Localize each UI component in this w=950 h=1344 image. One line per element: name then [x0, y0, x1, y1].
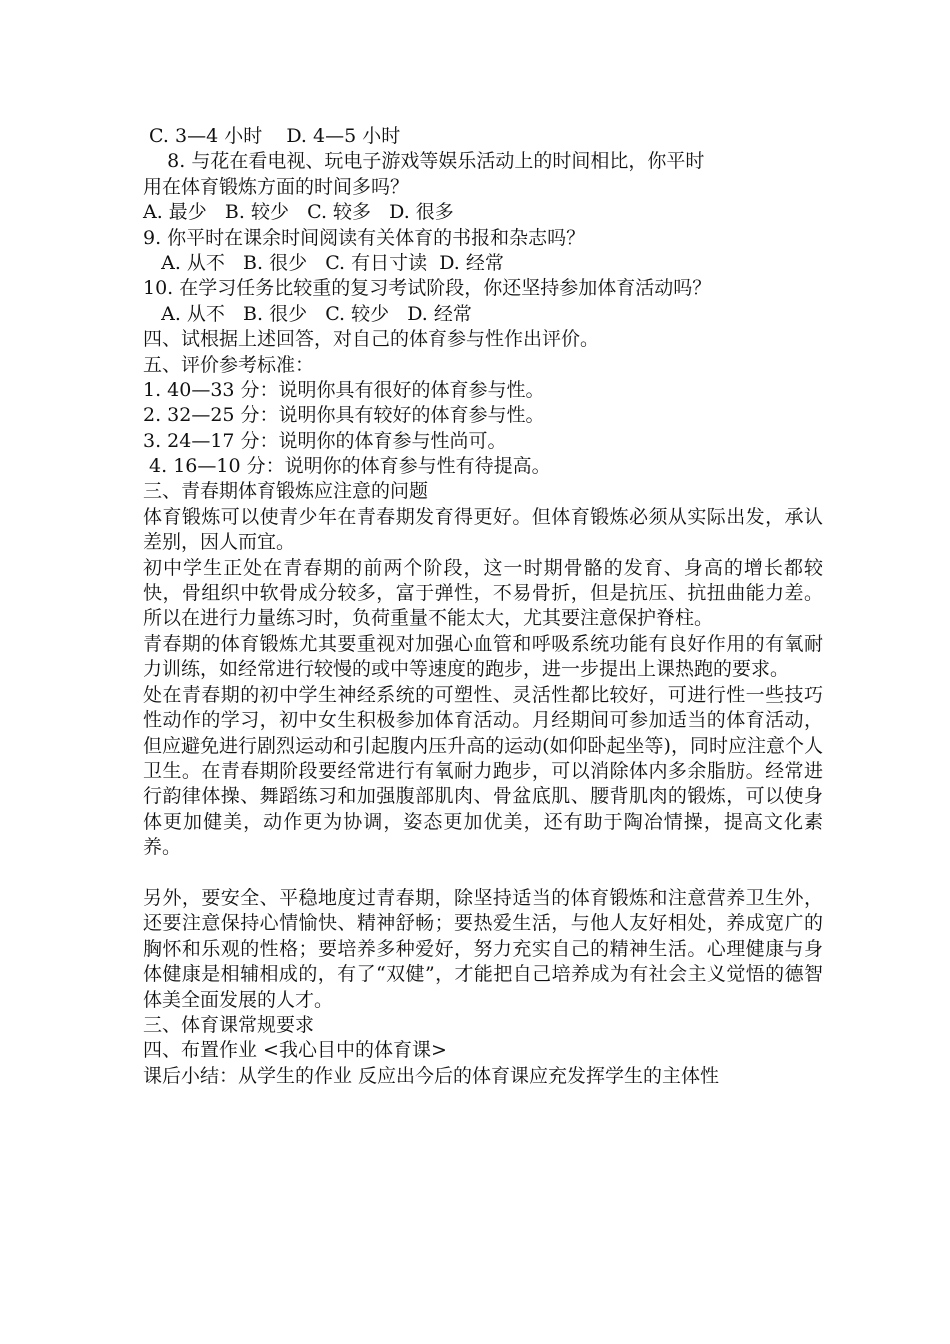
option-line: C. 3—4 小时 D. 4—5 小时: [143, 125, 401, 147]
section-heading-homework: 四、布置作业 <我心目中的体育课>: [143, 1039, 447, 1062]
document-body: [143, 124, 823, 1089]
section-heading-criteria: 五、评价参考标准：: [143, 353, 315, 376]
question-9: 9. 你平时在课余时间阅读有关体育的书报和杂志吗？: [143, 226, 586, 249]
criteria-item-1: 1. 40—33 分：说明你具有很好的体育参与性。: [143, 378, 545, 401]
section-heading-routine: 三、体育课常规要求: [143, 1013, 315, 1036]
section-heading-puberty: 三、青春期体育锻炼应注意的问题: [143, 480, 429, 503]
question-9-options: A. 从不 B. 很少 C. 有日寸读 D. 经常: [143, 251, 504, 274]
lesson-summary: 课后小结：从学生的作业 反应出今后的体育课应充发挥学生的主体性: [143, 1064, 720, 1087]
question-10-options: A. 从不 B. 很少 C. 较少 D. 经常: [143, 302, 472, 325]
paragraph-intro: 体育锻炼可以使青少年在青春期发育得更好。但体育锻炼必须从实际出发，承认差别，因人而宜。: [143, 505, 823, 554]
question-8: 8. 与花在看电视、玩电子游戏等娱乐活动上的时间相比，你平时: [143, 150, 705, 173]
paragraph-mental-health: 另外，要安全、平稳地度过青春期，除坚持适当的体育锻炼和注意营养卫生外，还要注意保持心情愉快、精神舒畅；要热爱生活，与他人友好相处，养成宽广的胸怀和乐观的性格；要培养多种爱好，努力充实自己的精神生活。心理健康与身体健康是相辅相成的，有了“双健”，才能把自己培养成为有社会主义觉悟的德智体美全面发展的人才。: [143, 886, 823, 1011]
section-heading-evaluate: 四、试根据上述回答，对自己的体育参与性作出评价。: [143, 328, 600, 351]
criteria-item-3: 3. 24—17 分：说明你的体育参与性尚可。: [143, 429, 507, 452]
question-8-options: A. 最少 B. 较少 C. 较多 D. 很多: [143, 201, 454, 224]
criteria-item-2: 2. 32—25 分：说明你具有较好的体育参与性。: [143, 404, 545, 427]
criteria-item-4: 4. 16—10 分：说明你的体育参与性有待提高。: [143, 455, 551, 478]
paragraph-aerobic: 青春期的体育锻炼尤其要重视对加强心血管和呼吸系统功能有良好作用的有氧耐力训练，如经常进行较慢的或中等速度的跑步，进一步提出上课热跑的要求。: [143, 632, 823, 681]
paragraph-nervous-system: 处在青春期的初中学生神经系统的可塑性、灵活性都比较好，可进行性一些技巧性动作的学习，初中女生积极参加体育活动。月经期间可参加适当的体育活动，但应避免进行剧烈运动和引起腹内压升高的运动(如仰卧起坐等)，同时应注意个人卫生。在青春期阶段要经常进行有氧耐力跑步，可以消除体内多余脂肪。经常进行韵律体操、舞蹈练习和加强腹部肌肉、骨盆底肌、腰背肌肉的锻炼，可以使身体更加健美，动作更为协调，姿态更加优美，还有助于陶冶情操，提高文化素养。: [143, 683, 823, 859]
question-10: 10. 在学习任务比较重的复习考试阶段，你还坚持参加体育活动吗？: [143, 277, 712, 300]
blank-line: [143, 861, 823, 886]
question-8-continued: 用在体育锻炼方面的时间多吗？: [143, 175, 410, 198]
paragraph-skeleton: 初中学生正处在青春期的前两个阶段，这一时期骨骼的发育、身高的增长都较快，骨组织中软骨成分较多，富于弹性，不易骨折，但是抗压、抗扭曲能力差。所以在进行力量练习时，负荷重量不能太大，尤其要注意保护脊柱。: [143, 556, 823, 630]
